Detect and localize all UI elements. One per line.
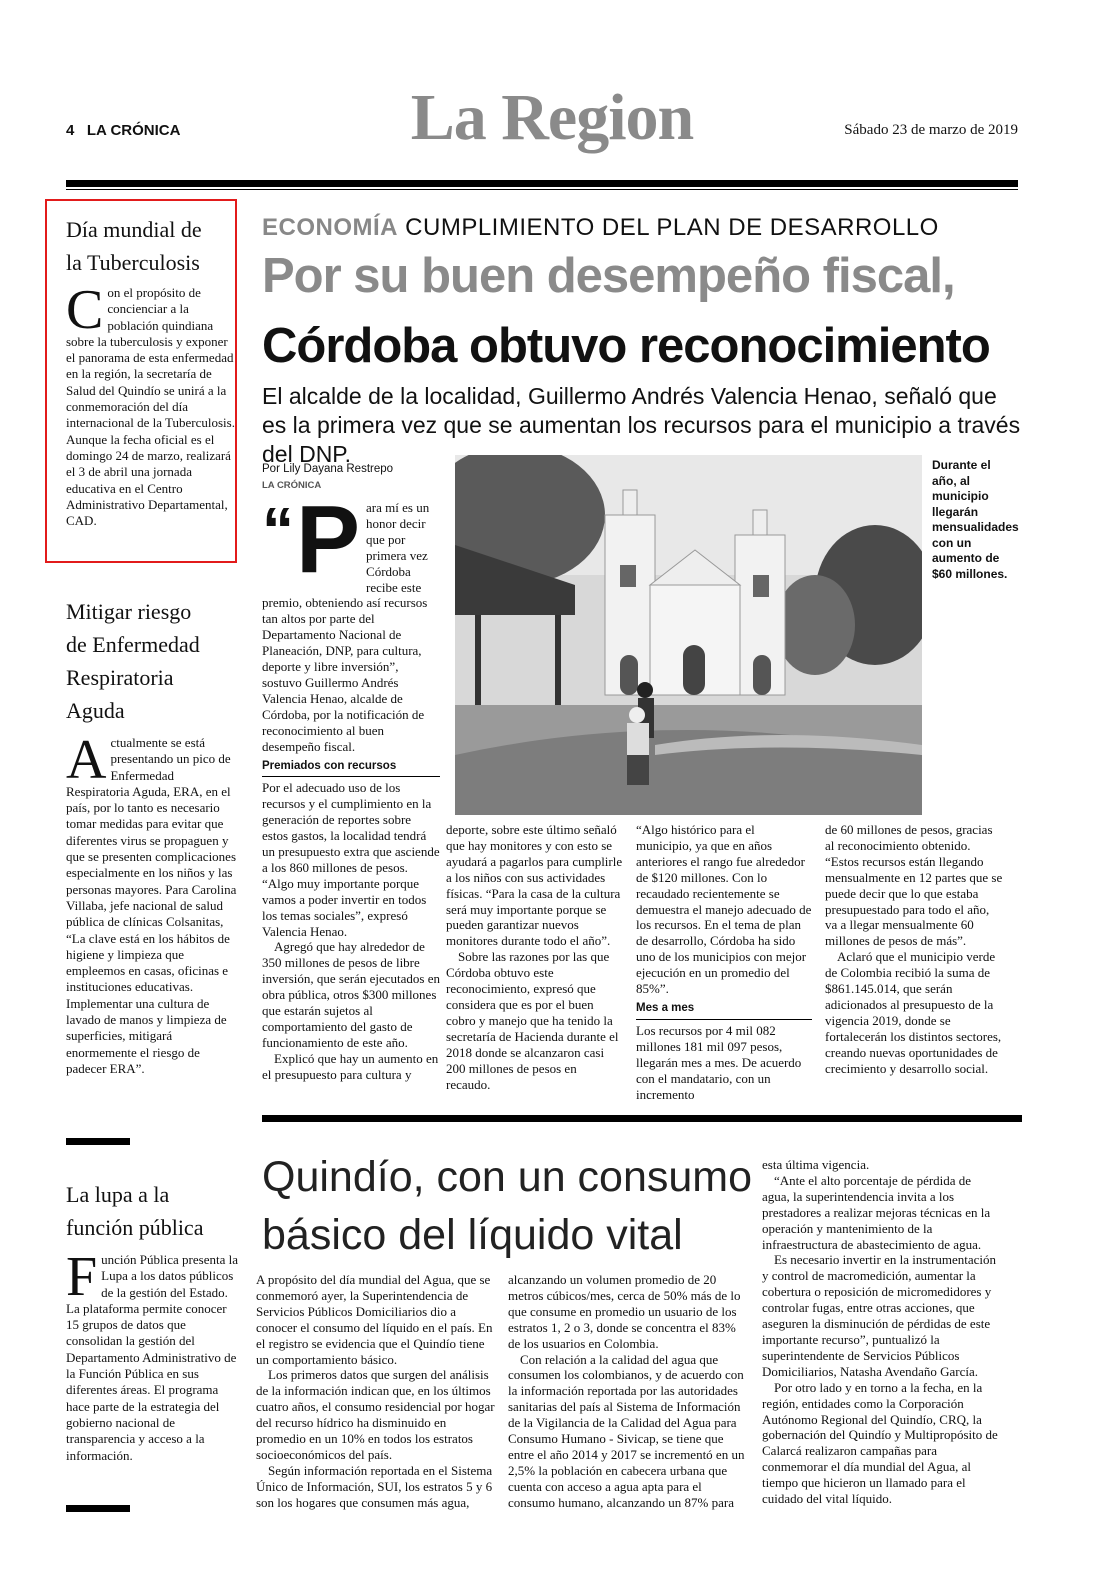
subhead: Mes a mes	[636, 1001, 812, 1020]
header-rule	[66, 180, 1018, 187]
paragraph: “Algo histórico para el municipio, ya que en años anteriores el rango fue alrededor de $120 millones. Con lo recaudado recientemente se demuestra el manejo adecuado de los recursos. En el tema de plan de desarrollo, Córdoba ha sido uno de los municipios con mejor ejecución en un promedio del 85%”.	[636, 822, 812, 997]
headline-line-1: Por su buen desempeño fiscal,	[262, 249, 955, 303]
byline-outlet: LA CRÓNICA	[262, 480, 322, 491]
article-column-3	[636, 822, 812, 1102]
paragraph: Es necesario invertir en la instrumentación y control de macromedición, aumentar la cobertura o reposición de micromedidores y controlar fugas, entre otras acciones, que aseguren la disminución de pérdidas de este importante recurso”, puntualizó la superintendente de Servicios Públicos Domiciliarios, Natasha Avendaño García.	[762, 1252, 997, 1379]
sidebar-separator	[66, 1505, 130, 1512]
dropcap: P	[296, 486, 361, 593]
sidebar-body	[66, 279, 238, 529]
sidebar-title-line: Respiratoria	[66, 665, 174, 690]
issue-date: Sábado 23 de marzo de 2019	[844, 122, 1018, 138]
paragraph: Agregó que hay alrededor de 350 millones de pesos de libre inversión, que serán ejecutados en obra pública, otros $300 millones que estarán sujetos al comportamiento del gasto de funcionamiento de este año.	[262, 939, 440, 1050]
paragraph: Aclaró que el municipio verde de Colombia recibió la suma de $861.145.014, que serán adicionados al presupuesto de la vigencia 2019, donde se fortalecerán los distintos sectores, creando nuevas oportunidades de crecimiento y desarrollo social.	[825, 949, 1002, 1076]
article-column-4	[825, 822, 1003, 1077]
dropcap: A	[66, 729, 107, 791]
section-title: La Region	[410, 81, 694, 154]
sidebar-title-line: función pública	[66, 1215, 204, 1240]
second-column-3	[762, 1157, 1002, 1507]
subhead: Premiados con recursos	[262, 759, 440, 778]
quote-mark: “	[262, 494, 294, 566]
newspaper-name: LA CRÓNICA	[86, 122, 181, 139]
sidebar-title-line: de Enfermedad	[66, 632, 200, 657]
sidebar-title-line: la Tuberculosis	[66, 250, 200, 275]
headline-line-2: Córdoba obtuvo reconocimiento	[262, 319, 990, 373]
sidebar-title	[66, 213, 238, 279]
kicker-topic: CUMPLIMIENTO DEL PLAN DE DESARROLLO	[405, 214, 939, 241]
paragraph: Según información reportada en el Sistema Único de Información, SUI, los estratos 5 y 6 son los hogares que consumen más agua,	[256, 1462, 493, 1510]
kicker-section: ECONOMÍA	[262, 214, 398, 241]
paragraph: deporte, sobre este último señaló que hay monitores y con esto se ayudará a pagarlos para cumplirle a los niños con sus actividades físicas. “Para la casa de la cultura será muy importante porque se pueden garantizar nuevos monitores durante todo el año”.	[446, 822, 623, 949]
photo-caption: Durante el año, al municipio llegarán mensualidades con un aumento de $60 millones.	[932, 458, 1019, 581]
paragraph: “Ante el alto porcentaje de pérdida de agua, la superintendencia invita a los prestadores a realizar mejoras técnicas en la operación y mantenimiento de la infraestructura de abastecimiento de agua.	[762, 1172, 991, 1252]
sidebar-title	[66, 1178, 238, 1244]
headline-line: Quindío, con un consumo	[262, 1153, 753, 1201]
article-deck: El alcalde de la localidad, Guillermo Andrés Valencia Henao, señaló que es la primera vez que se aumentan los recursos para el municipio a través del DNP.	[262, 383, 1021, 467]
article-column-1	[262, 486, 440, 1083]
paragraph: A propósito del día mundial del Agua, que se conmemoró ayer, la Superintendencia de Servicios Públicos Domiciliarios dio a conocer el consumo del líquido en el país. En el registro se evidencia que el Quindío tiene un comportamiento básico.	[256, 1272, 493, 1367]
sidebar-item-tuberculosis	[66, 213, 238, 529]
sidebar-title-line: Día mundial de	[66, 217, 202, 242]
header-rule-thin	[66, 189, 1018, 190]
second-column-1	[256, 1272, 496, 1511]
page-number: 4	[66, 122, 75, 139]
sidebar-text: on el propósito de concienciar a la población quindiana sobre la tuberculosis y exponer el panorama de esta enfermedad en la región, la secretaría de Salud del Quindío se unirá a la conmemoración del día internacional de la Tuberculosis. Aunque la fecha oficial es el domingo 24 de marzo, realizará el 3 de abril una jornada educativa en el Centro Administrativo Departamental, CAD.	[66, 285, 235, 529]
paragraph: de 60 millones de pesos, gracias al reconocimiento obtenido. “Estos recursos están llegando mensualmente en 12 partes que se puede decir que lo que estaba presupuestado para todo el año, va a llegar mensualmente 60 millones de pesos de más”.	[825, 822, 1003, 949]
sidebar-text: ctualmente se está presentando un pico de Enfermedad Respiratoria Aguda, ERA, en el país, por lo tanto es necesario tomar medidas para evitar que diferentes virus se propaguen y que se presenten complicaciones especialmente en los niños y las personas mayores. Para Carolina Villaba, jefe nacional de salud pública de clínicas Colsanitas, “La clave está en los hábitos de higiene y limpieza que empleemos en casas, oficinas e instituciones educativas. Implementar una cultura de lavado de manos y limpieza de superficies, mitigará enormemente el riesgo de padecer ERA”.	[66, 735, 237, 1076]
sidebar-text: unción Pública presenta la Lupa a los datos públicos de la gestión del Estado. La plataforma permite conocer 15 grupos de datos que consolidan la gestión del Departamento Administrativo de la Función Pública en sus diferentes áreas. El programa hace parte de la estrategia del gobierno nacional de transparencia y acceso a la información.	[66, 1252, 238, 1463]
article-column-2	[446, 822, 624, 1092]
byline: Por Lily Dayana Restrepo	[262, 463, 394, 475]
lead-paragraph: ara mí es un honor decir que por primera vez Córdoba recibe este premio, obteniendo así recursos tan altos por parte del Departamento Nacional de Planeación, DNP, para cultura, deporte y libre inversión”, sostuvo Guillermo Andrés Valencia Henao, alcalde de Córdoba, por la notificación de reconocimiento al buen desempeño fiscal.	[262, 500, 430, 754]
paragraph: Por el adecuado uso de los recursos y el cumplimiento en la generación de reportes sobre estos gastos, la localidad tendrá un presupuesto extra que asciende a los 860 millones de pesos. “Algo muy importante porque vamos a poder invertir en todos los temas sociales”, expresó Valencia Henao.	[262, 780, 440, 939]
paragraph: alcanzando un volumen promedio de 20 metros cúbicos/mes, cerca de 50% más de lo que consume en promedio un usuario de los estratos 1, 2 o 3, donde se concentra el 83% de los usuarios en Colombia.	[508, 1272, 741, 1351]
sidebar-separator	[66, 1138, 130, 1145]
story-separator-rule	[262, 1115, 1022, 1122]
sidebar-item-lupa	[66, 1178, 238, 1464]
paragraph: Los recursos por 4 mil 082 millones 181 mil 097 pesos, llegarán mes a mes. De acuerdo con el mandatario, con un incremento	[636, 1022, 802, 1102]
paragraph: Con relación a la calidad del agua que consumen los colombianos, y de acuerdo con la información reportada por las autoridades sanitarias del país al Sistema de Información de la Vigilancia de la Calidad del Agua para Consumo Humano - Sivicap, se tiene que entre el año 2014 y 2017 se incrementó en un 2,5% la población en cabecera urbana que cuenta con acceso a agua apta para el consumo humano, alcanzando un 87% para	[508, 1351, 745, 1510]
dropcap: C	[66, 279, 104, 341]
paragraph: Los primeros datos que surgen del análisis de la información indican que, en los últimos cuatro años, el consumo residencial por hogar del recurso hídrico ha disminuido en promedio en un 10% en todos los estratos socioeconómicos del país.	[256, 1367, 495, 1462]
sidebar-body	[66, 1246, 238, 1464]
headline-line: básico del líquido vital	[262, 1211, 683, 1259]
second-column-2	[508, 1272, 748, 1511]
sidebar-body	[66, 729, 238, 1077]
paragraph: esta última vigencia.	[762, 1157, 870, 1172]
article-kicker	[262, 214, 939, 242]
sidebar-title	[66, 595, 238, 727]
paragraph: Sobre las razones por las que Córdoba obtuvo este reconocimiento, expresó que considera que es por el buen cobro y manejo que ha tenido la secretaría de Hacienda durante el 2018 donde se alcanzaron casi 200 millones de pesos en recaudo.	[446, 949, 619, 1092]
second-headline	[262, 1148, 762, 1264]
dropcap: F	[66, 1246, 98, 1308]
sidebar-title-line: Aguda	[66, 698, 125, 723]
paragraph: Por otro lado y en torno a la fecha, en la región, entidades como la Corporación Autónomo Regional del Quindío, CRQ, la gobernación del Quindío y Multipropósito de Calarcá realizaron campañas para conmemorar el día mundial del Agua, al tiempo que hicieron un llamado para el cuidado del vital líquido.	[762, 1379, 998, 1507]
sidebar-item-era	[66, 595, 238, 1077]
sidebar-title-line: La lupa a la	[66, 1182, 170, 1207]
sidebar-title-line: Mitigar riesgo	[66, 599, 192, 624]
church-photo	[455, 455, 922, 815]
church-photo-illustration	[455, 455, 922, 815]
paragraph: Explicó que hay un aumento en el presupuesto para cultura y	[262, 1050, 439, 1082]
